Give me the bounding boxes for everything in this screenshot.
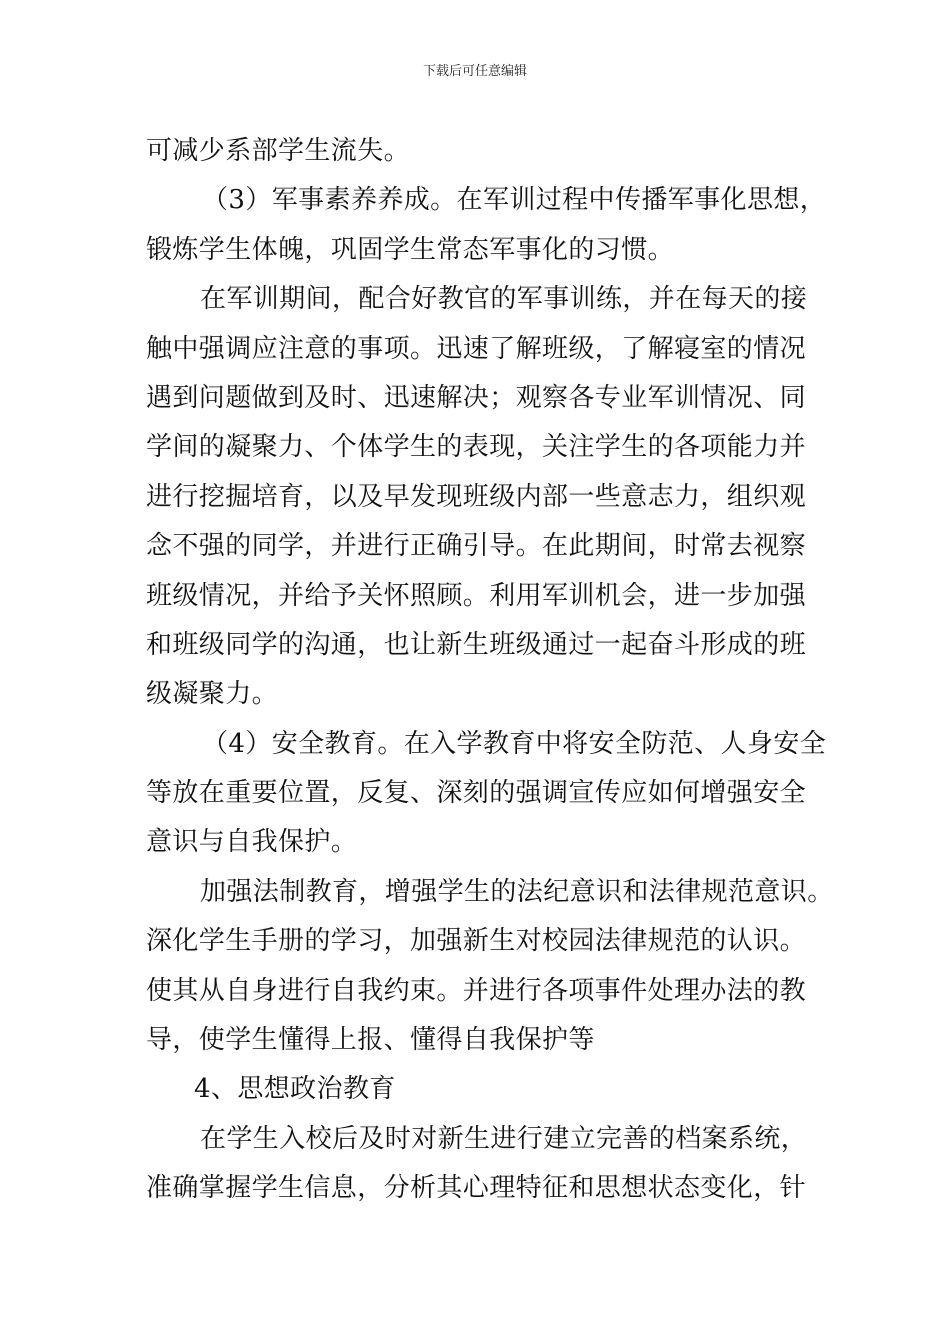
text-line: 念不强的同学，并进行正确引导。在此期间，时常去视察 [146,531,807,562]
text-line: 使其从自身进行自我约束。并进行各项事件处理办法的教 [146,975,807,1006]
document-body [146,127,834,1214]
text-line: 意识与自我保护。 [146,827,358,858]
text-line: 遇到问题做到及时、迅速解决；观察各专业军训情况、同 [146,382,807,413]
text-line: 等放在重要位置，反复、深刻的强调宣传应如何增强安全 [146,778,807,809]
text-line: 准确掌握学生信息，分析其心理特征和思想状态变化，针 [146,1173,807,1204]
section-heading: 4、思想政治教育 [194,1074,396,1105]
text-line: 和班级同学的沟通，也让新生班级通过一起奋斗形成的班 [146,629,807,660]
text-line: 进行挖掘培育，以及早发现班级内部一些意志力，组织观 [146,481,807,512]
text-line: 锻炼学生体魄，巩固学生常态军事化的习惯。 [146,234,675,265]
text-line: （4）安全教育。在入学教育中将安全防范、人身安全 [202,728,827,759]
text-line: 加强法制教育，增强学生的法纪意识和法律规范意识。 [200,876,834,907]
page-header: 下载后可任意编辑 [422,64,527,79]
text-line: 级凝聚力。 [146,679,279,710]
text-line: 可减少系部学生流失。 [146,136,411,166]
text-line: 深化学生手册的学习，加强新生对校园法律规范的认识。 [146,926,807,957]
text-line: 在学生入校后及时对新生进行建立完善的档案系统， [200,1123,808,1154]
text-line: （3）军事素养养成。在军训过程中传播军事化思想， [202,185,827,216]
text-line: 触中强调应注意的事项。迅速了解班级，了解寝室的情况 [146,333,807,364]
text-line: 班级情况，并给予关怀照顾。利用军训机会，进一步加强 [146,580,807,611]
text-line: 学间的凝聚力、个体学生的表现，关注学生的各项能力并 [146,432,807,463]
text-line: 导，使学生懂得上报、懂得自我保护等 [146,1025,595,1056]
text-line: 在军训期间，配合好教官的军事训练，并在每天的接 [200,284,808,315]
